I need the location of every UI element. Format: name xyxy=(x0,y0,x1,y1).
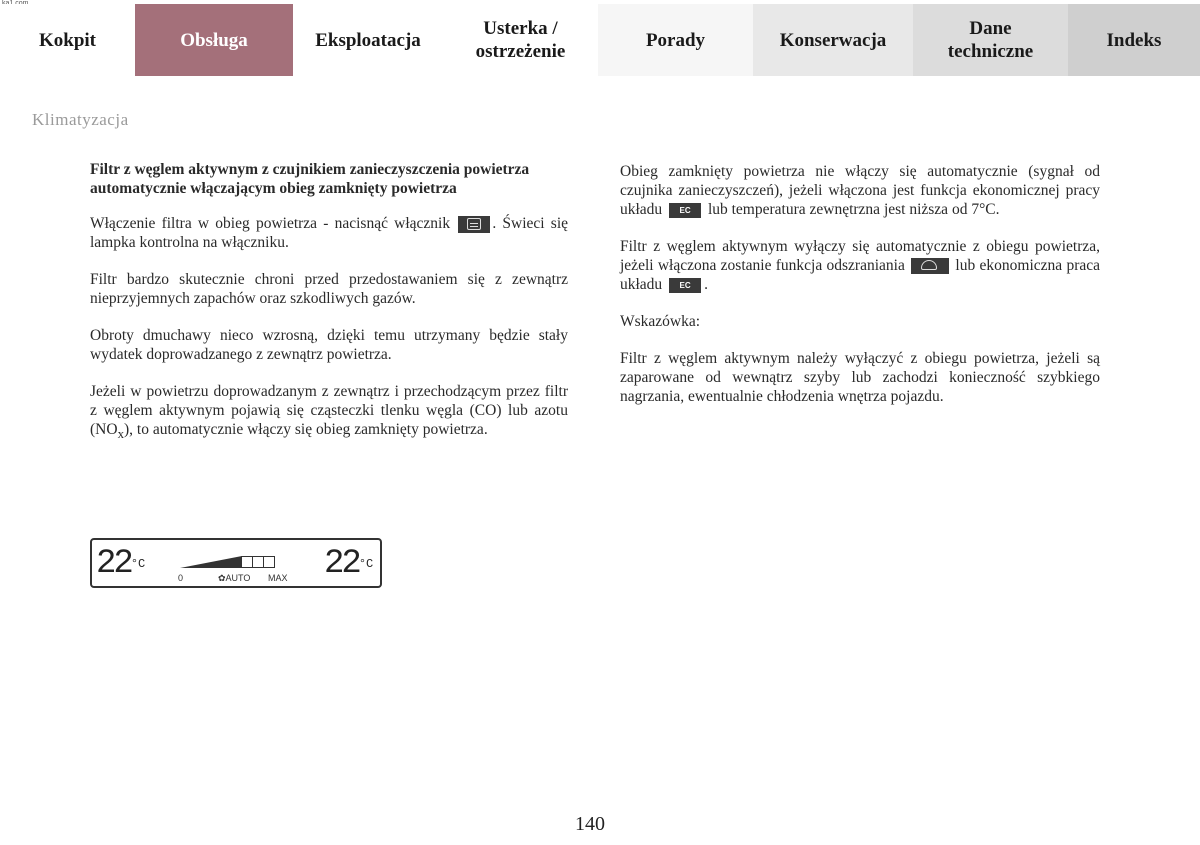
economy-button-icon-2: EC xyxy=(669,278,701,293)
tab-kokpit[interactable]: Kokpit xyxy=(0,4,135,76)
paragraph-protection: Filtr bardzo skutecznie chroni przed przedostawaniem się z zewnątrz nieprzyjemnych zapachów oraz szkodliwych gazów. xyxy=(90,271,568,307)
tab-konserwacja[interactable]: Konserwacja xyxy=(753,4,913,76)
p4-subscript: x xyxy=(117,426,125,442)
tab-usterka[interactable]: Usterka / ostrzeżenie xyxy=(443,4,598,76)
auto-label: ✿AUTO xyxy=(218,573,251,583)
right-column xyxy=(620,162,1100,424)
section-title: Klimatyzacja xyxy=(32,110,129,129)
paragraph-switch-on xyxy=(90,214,568,252)
p4-text-b: ), to automatycznie włączy się obieg zamknięty powietrza. xyxy=(124,421,488,438)
climate-display xyxy=(90,538,382,588)
defrost-icon xyxy=(911,258,949,274)
p1-text-b: . Świeci się lampka kontrolna na włączniku. xyxy=(90,215,569,251)
tab-obsluga[interactable]: Obsługa xyxy=(135,4,293,76)
paragraph-sensor xyxy=(90,382,568,443)
paragraph-note: Filtr z węglem aktywnym należy wyłączyć z obiegu powietrza, jeżeli są zaparowane od wewnątrz szyby lub zachodzi konieczność szybkiego nagrzania, ewentualnie chłodzenia wnętrza pojazdu. xyxy=(620,350,1100,405)
paragraph-blower: Obroty dmuchawy nieco wzrosną, dzięki temu utrzymany będzie stały wydatek doprowadzanego z zewnątrz powietrza. xyxy=(90,327,568,363)
blower-bar xyxy=(180,552,294,568)
tab-indeks[interactable]: Indeks xyxy=(1068,4,1200,76)
right-temperature: $22^{^\circ C}$ xyxy=(324,545,374,583)
p4-text-a: Jeżeli w powietrzu doprowadzanym z zewnątrz i przechodzącym przez filtr z węglem aktywnym pojawią się cząsteczki tlenku węgla (CO) lub azotu (NO xyxy=(90,383,568,438)
scale-min-label: 0 xyxy=(178,573,184,583)
paragraph-no-auto: Obieg zamknięty powietrza nie włączy się automatycznie (sygnał od czujnika zanieczyszczeń), jeżeli włączona jest funkcja ekonomicznej pracy układu EC lub temperatura zewnętrzna jest niższa od 7°C. xyxy=(620,163,1100,218)
chapter-nav xyxy=(0,4,1200,76)
paragraph-auto-off: Filtr z węglem aktywnym wyłączy się automatycznie z obiegu powietrza, jeżeli włączona zostanie funkcja odszraniania lub ekonomiczna praca układu EC . xyxy=(620,238,1100,293)
recirculation-switch-icon xyxy=(458,216,490,233)
page-number: 140 xyxy=(575,813,605,835)
note-label: Wskazówka: xyxy=(620,313,701,330)
tab-dane-techniczne[interactable]: Dane techniczne xyxy=(913,4,1068,76)
tab-porady[interactable]: Porady xyxy=(598,4,753,76)
economy-button-icon: EC xyxy=(669,203,701,218)
max-label: MAX xyxy=(268,573,288,583)
tab-eksploatacja[interactable]: Eksploatacja xyxy=(293,4,443,76)
filter-heading: Filtr z węglem aktywnym z czujnikiem zanieczyszczenia powietrza automatycznie włączającym obieg zamknięty powietrza xyxy=(90,161,530,197)
left-column xyxy=(90,160,568,461)
p1-text-a: Włączenie filtra w obieg powietrza - nacisnąć włącznik xyxy=(90,215,451,232)
left-temperature: $22^{^\circ C}$ xyxy=(96,545,146,583)
